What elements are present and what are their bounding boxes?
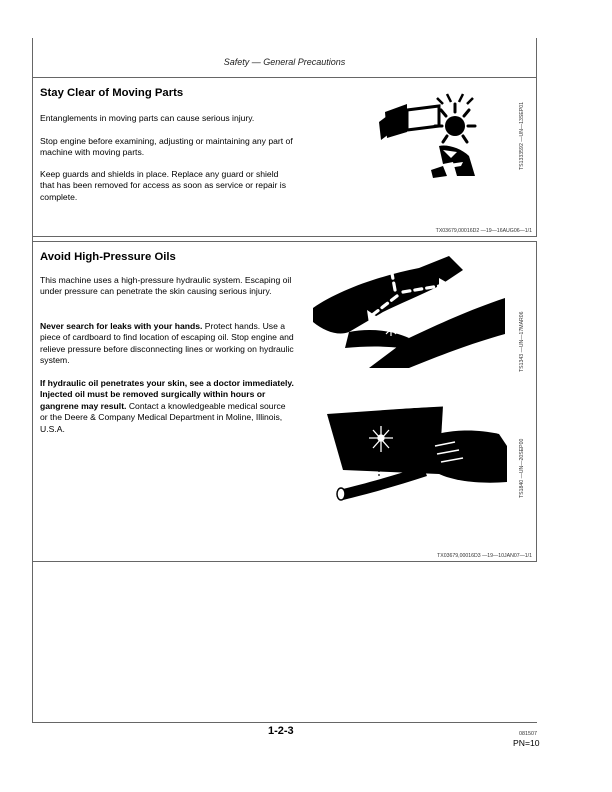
paragraph-text: Contact a knowledgeable medical source or the Deere & Company Medical Department in Moline, Illinois, U.S.A. — [40, 400, 286, 434]
paragraph — [40, 378, 295, 435]
image-code: TS1840 —UN—20SEP00 — [519, 438, 525, 498]
section-moving-parts — [32, 77, 537, 237]
paragraph — [40, 321, 295, 367]
paragraph: Keep guards and shields in place. Replace any guard or shield that has been removed for access as soon as service or repair is complete. — [40, 169, 286, 202]
pn-number: PN=10 — [513, 738, 540, 748]
reference-code: TX03679,00016D3 —19—10JAN07—1/1 — [437, 553, 532, 559]
warning-bold-text: If hydraulic oil penetrates your skin, see a doctor immediately. Injected oil must be removed surgically within hours or gangrene may result. — [40, 378, 294, 411]
reference-code: TX03679,00016D2 —19—16AUG06—1/1 — [435, 228, 532, 234]
footer-rule — [32, 722, 537, 723]
paragraph: Stop engine before examining, adjusting or maintaining any part of machine with moving parts. — [40, 136, 293, 158]
paragraph-text: Protect hands. Use a piece of cardboard to find location of escaping oil. Stop engine and relieve pressure before disconnecting lines or working on hydraulic system. — [40, 321, 294, 366]
image-code: TS1343 —UN—17MAR06 — [519, 311, 525, 372]
print-date: 081507 — [519, 731, 537, 737]
paragraph: This machine uses a high-pressure hydraulic system. Escaping oil under pressure can penetrate the skin causing serious injury. — [40, 275, 292, 297]
paragraph: Entanglements in moving parts can cause serious injury. — [40, 113, 255, 123]
section-high-pressure-oils — [32, 241, 537, 562]
high-pressure-fluid-hand-icon — [309, 252, 509, 370]
warning-bold-text: Never search for leaks with your hands. — [40, 321, 203, 331]
cardboard-leak-check-icon — [323, 402, 513, 502]
running-header: Safety — General Precautions — [223, 57, 346, 67]
image-code: TS1333592 —UN—13SEP01 — [519, 101, 525, 170]
page-number: 1-2-3 — [268, 725, 294, 737]
section-title: Stay Clear of Moving Parts — [40, 87, 184, 99]
section-title: Avoid High-Pressure Oils — [40, 251, 176, 263]
entanglement-warning-icon — [377, 86, 517, 184]
